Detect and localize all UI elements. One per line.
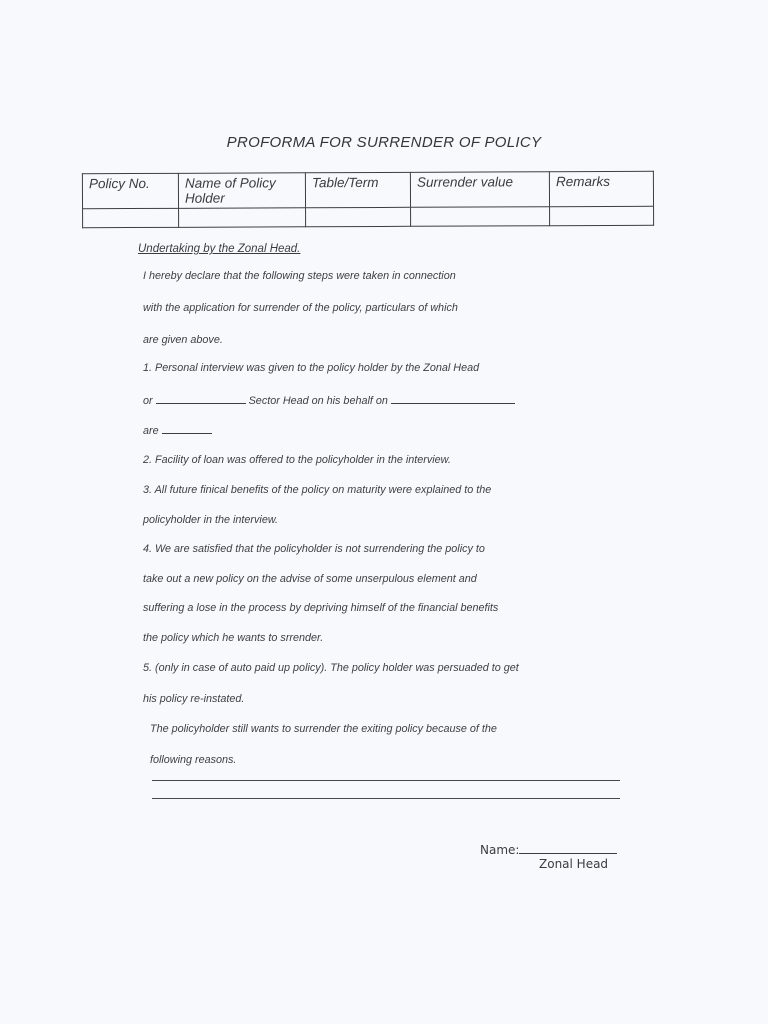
cell-surrender-value — [411, 207, 550, 227]
item-1-line-2 — [143, 394, 515, 407]
table-header-row — [82, 171, 653, 208]
or-text: or — [143, 395, 153, 407]
signature-name-field — [480, 843, 617, 857]
header-remarks: Remarks — [549, 171, 653, 206]
header-surrender-value: Surrender value — [410, 172, 549, 208]
item-4-line-3: suffering a lose in the process by depriving himself of the financial benefits — [143, 602, 499, 614]
undertaking-heading: Undertaking by the Zonal Head. — [138, 243, 301, 255]
reason-blank-line-1 — [152, 780, 620, 781]
item-5-line-1: 5. (only in case of auto paid up policy). The policy holder was persuaded to get — [143, 662, 519, 674]
declaration-line-1: I hereby declare that the following steps were taken in connection — [143, 270, 456, 282]
sector-head-blank — [156, 394, 246, 404]
date-blank — [391, 394, 515, 404]
reasons-line-2: following reasons. — [150, 754, 237, 766]
cell-table-term — [306, 207, 411, 226]
item-5-line-2: his policy re-instated. — [143, 693, 245, 705]
signature-designation: Zonal Head — [539, 857, 609, 871]
name-blank — [519, 844, 617, 854]
name-label: Name: — [480, 843, 520, 857]
are-text: are — [143, 425, 159, 437]
item-1-line-1: 1. Personal interview was given to the policy holder by the Zonal Head — [143, 362, 480, 374]
are-blank — [162, 424, 212, 434]
item-4-line-1: 4. We are satisfied that the policyholder is not surrendering the policy to — [143, 543, 485, 555]
item-4-line-4: the policy which he wants to srrender. — [143, 632, 324, 644]
form-title: PROFORMA FOR SURRENDER OF POLICY — [226, 134, 542, 151]
header-policy-no: Policy No. — [82, 173, 178, 208]
cell-policy-no — [83, 208, 179, 227]
item-1-line-3 — [143, 424, 212, 437]
header-policy-holder: Name of Policy Holder — [178, 173, 305, 209]
declaration-line-2: with the application for surrender of the policy, particulars of which — [143, 302, 458, 314]
cell-policy-holder — [179, 208, 306, 228]
item-3-line-2: policyholder in the interview. — [143, 514, 279, 526]
item-3-line-1: 3. All future finical benefits of the policy on maturity were explained to the — [143, 484, 492, 496]
cell-remarks — [550, 206, 654, 225]
policy-table — [82, 171, 654, 228]
sector-head-text: Sector Head on his behalf on — [248, 395, 388, 407]
reasons-line-1: The policyholder still wants to surrender the exiting policy because of the — [150, 723, 497, 735]
item-4-line-2: take out a new policy on the advise of some unserpulous element and — [143, 573, 477, 585]
item-2: 2. Facility of loan was offered to the policyholder in the interview. — [143, 454, 451, 466]
reason-blank-line-2 — [152, 798, 620, 799]
declaration-line-3: are given above. — [143, 334, 223, 346]
table-row — [83, 206, 654, 227]
header-table-term: Table/Term — [305, 172, 410, 207]
